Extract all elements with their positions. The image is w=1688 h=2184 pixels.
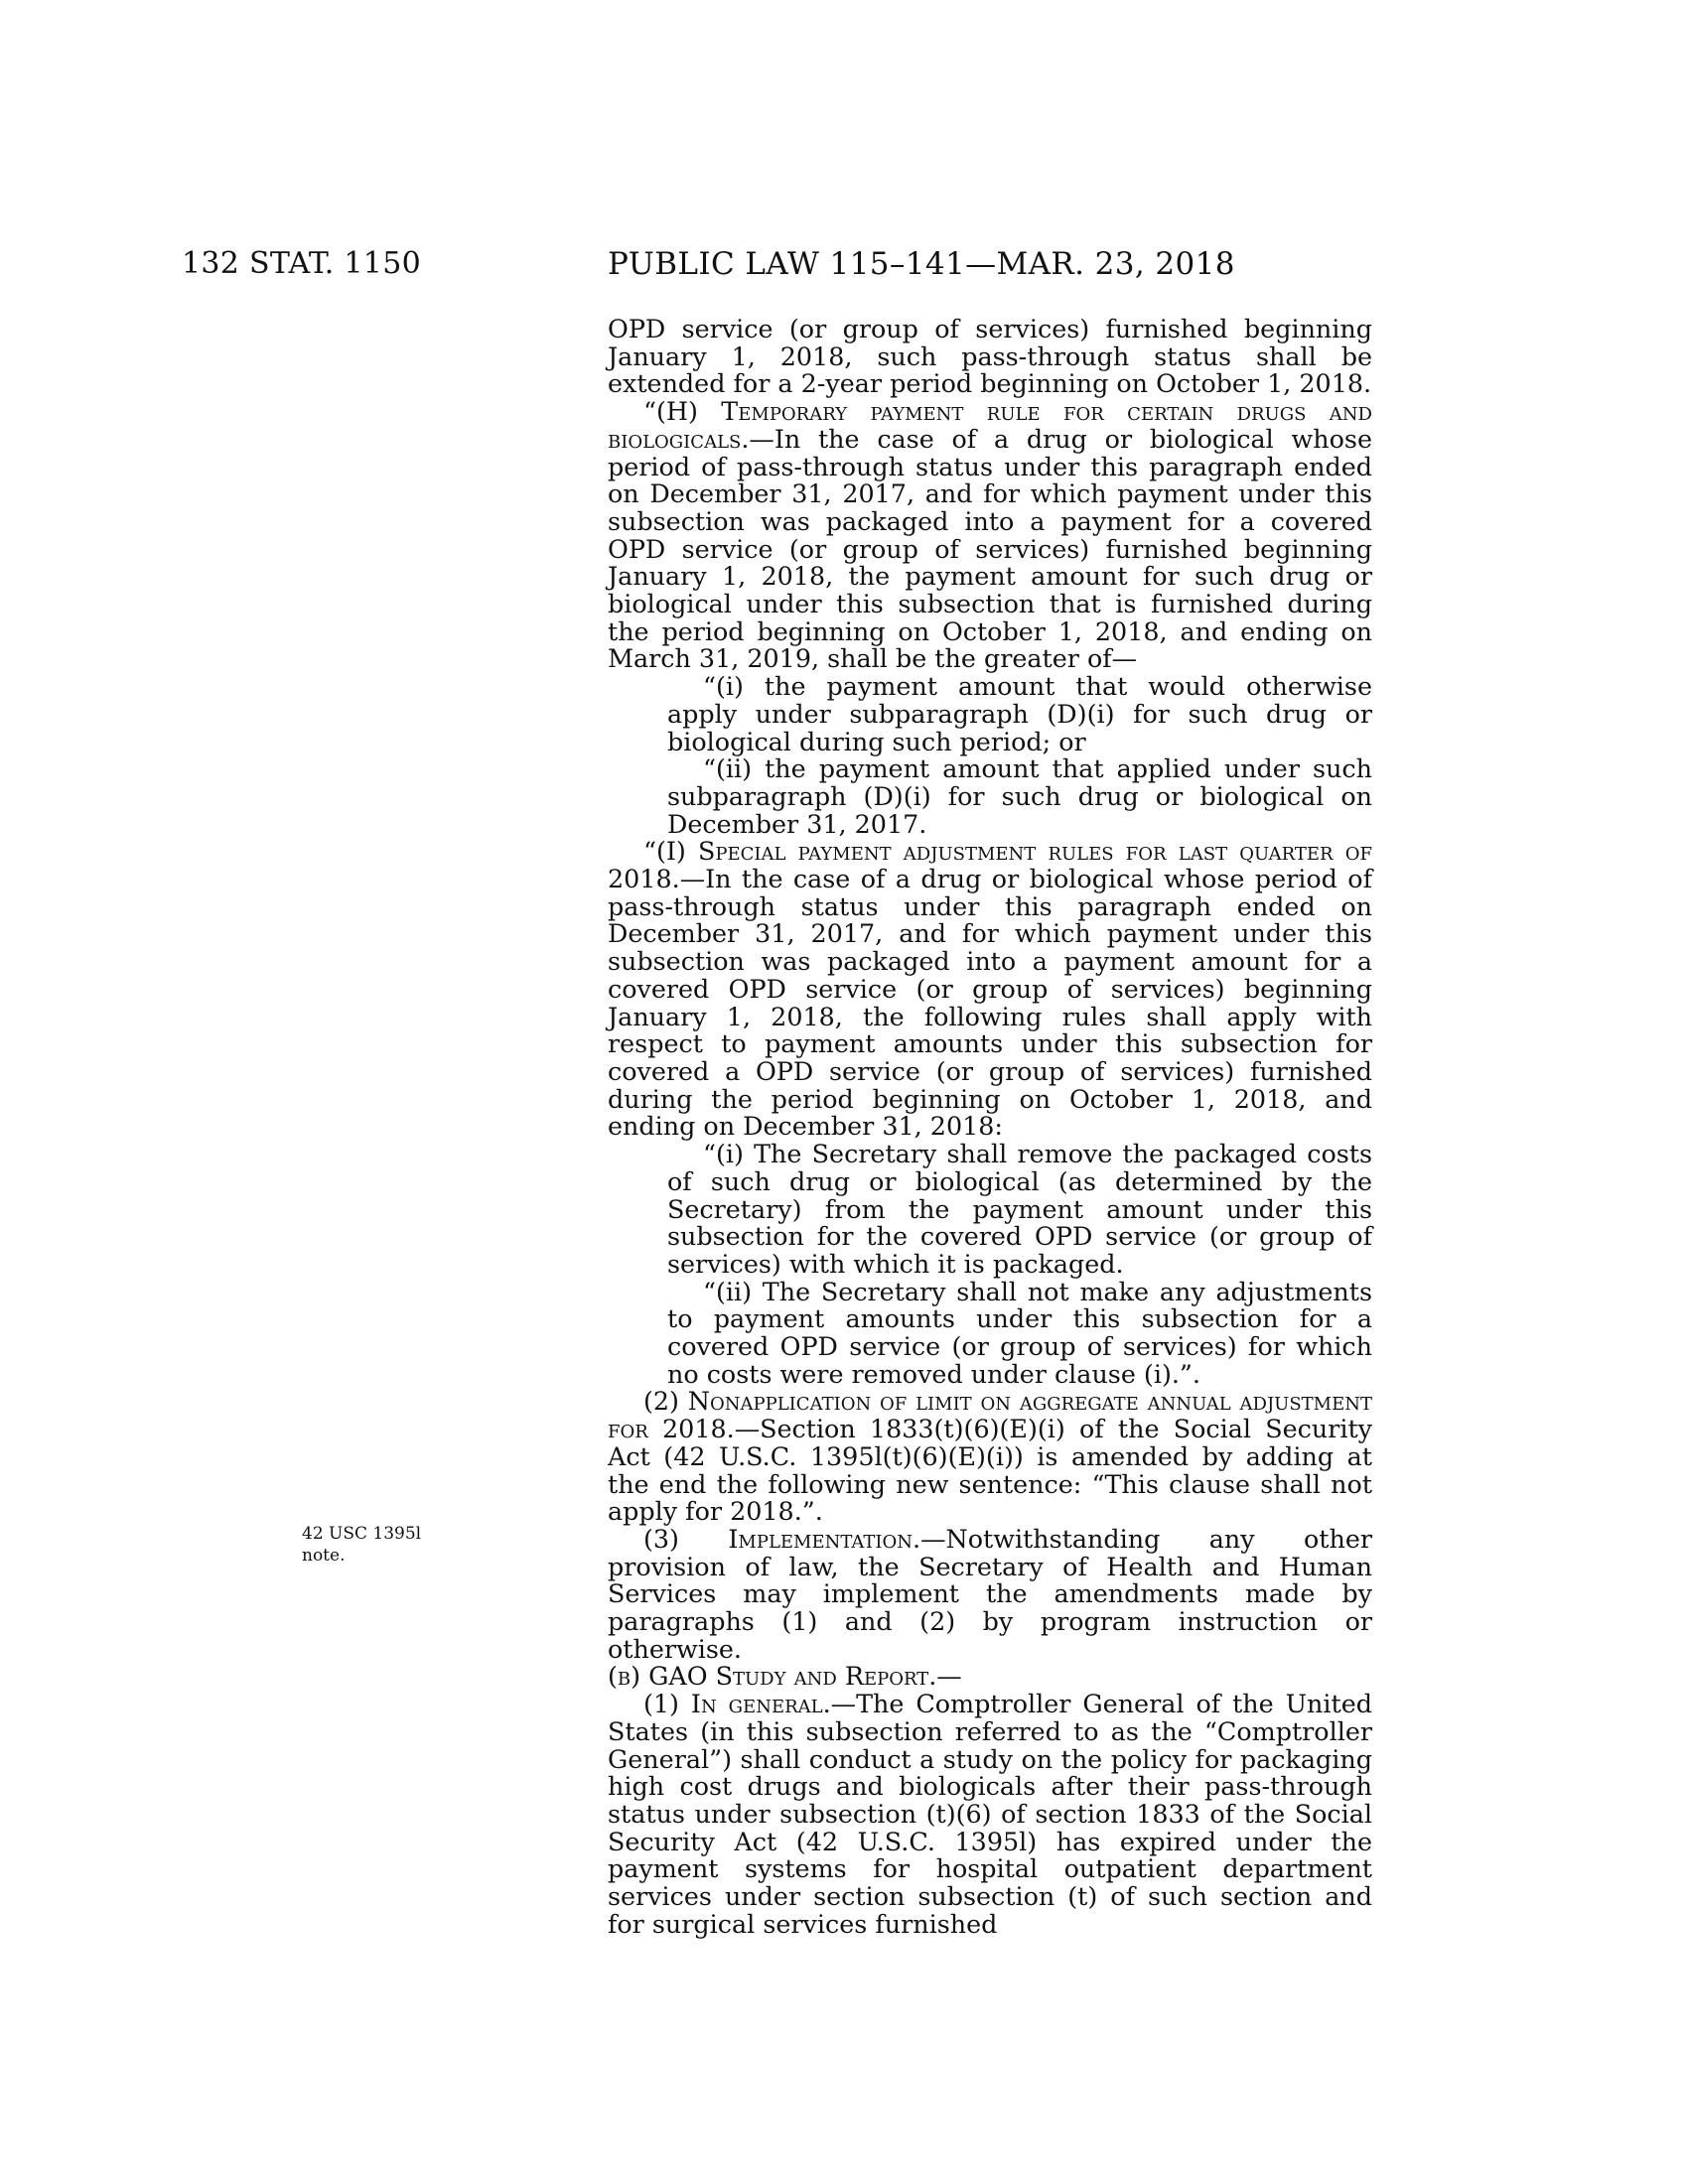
- stat-page-reference: 132 STAT. 1150: [182, 246, 421, 281]
- paragraph-2-heading: (2) Nonapplication of limit on aggregate annual adjustment for 2018.: [608, 1386, 1372, 1444]
- subparagraph-h: [608, 398, 1372, 673]
- subparagraph-h-clause-ii: “(ii) the payment amount that applied under such subparagraph (D)(i) for such drug or biological on December 31, 2017.: [667, 753, 1372, 839]
- subsection-b-heading-text: (b) GAO Study and Report.—: [608, 1661, 962, 1692]
- public-law-title: PUBLIC LAW 115–141—MAR. 23, 2018: [608, 246, 1235, 282]
- margin-note-label: note.: [302, 1546, 346, 1566]
- subparagraph-h-heading: “(H) Temporary payment rule for certain drugs and biologicals.: [608, 396, 1372, 454]
- paragraph-2: [608, 1388, 1372, 1526]
- paragraph-3-heading: (3) Implementation.: [643, 1523, 921, 1554]
- subparagraph-i-heading: “(I) Special payment adjustment rules for last quarter of 2018.: [608, 836, 1372, 894]
- subparagraph-i-clause-ii: “(ii) The Secretary shall not make any adjustments to payment amounts under this subsection for a covered OPD service (or group of services) for which no costs were removed under clause (i).”.: [667, 1276, 1372, 1389]
- paragraph-3: [608, 1523, 1372, 1664]
- margin-note-citation: 42 USC 1395l: [302, 1524, 422, 1544]
- subparagraph-i-text: —In the case of a drug or biological whose period of pass-through status under this paragraph ended on December 31, 2017, and for which payment under this subsection was packaged into a payment amount for a covered OPD service (or group of services) beginning January 1, 2018, the following rules shall apply with respect to payment amounts under this subsection for covered a OPD service (or group of services) furnished during the period beginning on October 1, 2018, and ending on December 31, 2018:: [608, 864, 1372, 1142]
- subparagraph-i: [608, 838, 1372, 1141]
- subparagraph-h-text: —In the case of a drug or biological whose period of pass-through status under this paragraph ended on December 31, 2017, and for which payment under this subsection was packaged into a payment for a covered OPD service (or group of services) furnished beginning January 1, 2018, the payment amount for such drug or biological under this subsection that is furnished during the period beginning on October 1, 2018, and ending on March 31, 2019, shall be the greater of—: [608, 423, 1372, 674]
- paragraph-3-text: —Notwithstanding any other provision of law, the Secretary of Health and Human Services may implement the amendments made by paragraphs (1) and (2) by program instruction or otherwise.: [608, 1523, 1372, 1664]
- paragraph-b1-text: —The Comptroller General of the United States (in this subsection referred to as the “Comptroller General”) shall conduct a study on the policy for packaging high cost drugs and biologicals after their pass-through status under subsection (t)(6) of section 1833 of the Social Security Act (42 U.S.C. 1395l) has expired under the payment systems for hospital outpatient department services under section subsection (t) of such section and for surgical services furnished: [608, 1689, 1372, 1939]
- paragraph-b1-heading: (1) In general.: [643, 1689, 831, 1719]
- body-text: [608, 316, 1372, 1938]
- subparagraph-h-clause-i: “(i) the payment amount that would otherwise apply under subparagraph (D)(i) for such drug or biological during such period; or: [667, 671, 1372, 756]
- continued-paragraph: OPD service (or group of services) furnished beginning January 1, 2018, such pass-through status shall be extended for a 2-year period beginning on October 1, 2018.: [608, 314, 1372, 399]
- paragraph-2-text: —Section 1833(t)(6)(E)(i) of the Social Security Act (42 U.S.C. 1395l(t)(6)(E)(i)) is amended by adding at the end the following new sentence: “This clause shall not apply for 2018.”.: [608, 1414, 1372, 1527]
- margin-note: [302, 1523, 421, 1567]
- paragraph-b1: [608, 1691, 1372, 1938]
- page-header: [0, 246, 1688, 290]
- subsection-b-heading: [608, 1663, 1372, 1691]
- subparagraph-i-clause-i: “(i) The Secretary shall remove the packaged costs of such drug or biological (as determined by the Secretary) from the payment amount under this subsection for the covered OPD service (or group of services) with which it is packaged.: [667, 1139, 1372, 1279]
